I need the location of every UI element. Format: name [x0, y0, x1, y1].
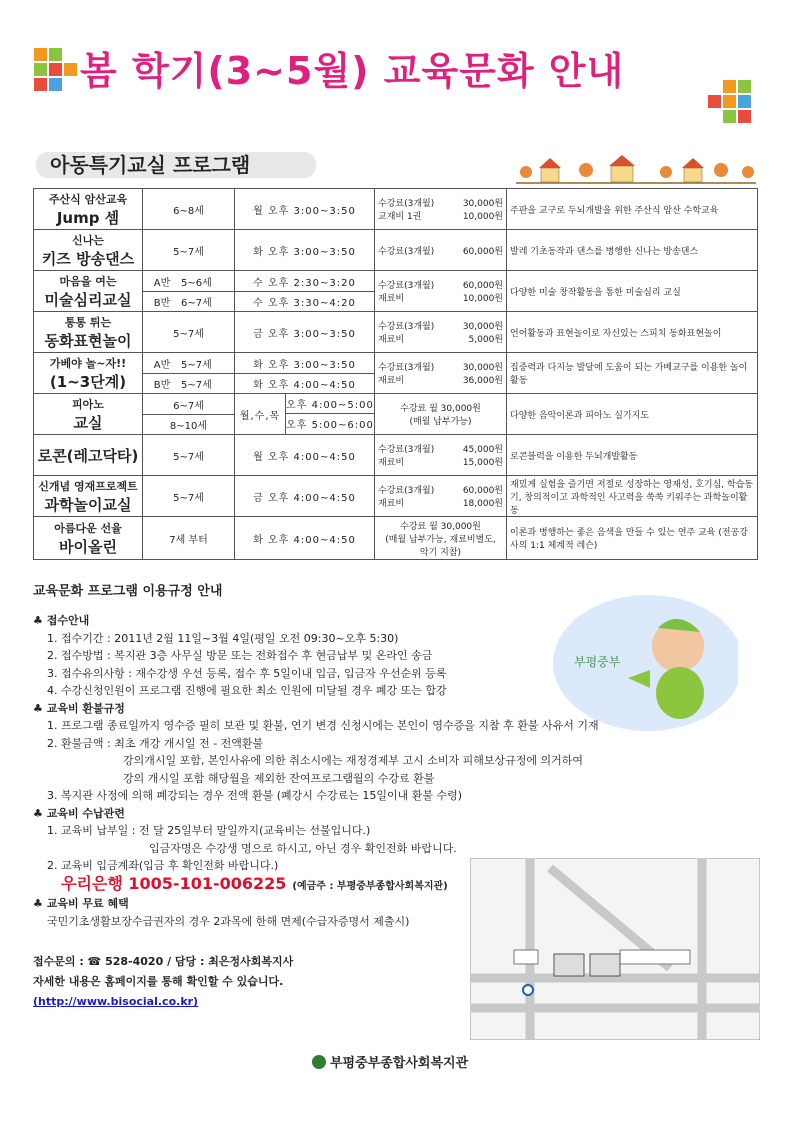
program-age: A반 5~7세 B반 5~7세: [143, 353, 235, 394]
homepage-link[interactable]: (http://www.bisocial.co.kr): [33, 995, 199, 1008]
program-age: 5~7세: [143, 230, 235, 271]
program-time: 화 오후 3:00~3:50: [235, 230, 375, 271]
program-time: 화 오후 3:00~3:50 화 오후 4:00~4:50: [235, 353, 375, 394]
program-fee: 수강료 월 30,000원 (매월 납부가능, 재료비별도, 악기 지참): [375, 517, 507, 560]
rule-heading: ♣ 교육비 무료 혜택: [33, 897, 129, 910]
program-time: 월,수,목 오후 4:00~5:00 오후 5:00~6:00: [235, 394, 375, 435]
contact-phone: 접수문의 : ☎ 528-4020 / 담당 : 최은정사회복지사: [33, 955, 294, 968]
rule-line: 강의 개시일 포함 해당월을 제외한 잔여프로그램월의 수강료 환불: [123, 771, 435, 785]
program-age: 5~7세: [143, 312, 235, 353]
program-time: 금 오후 3:00~3:50: [235, 312, 375, 353]
program-time: 수 오후 2:30~3:20 수 오후 3:30~4:20: [235, 271, 375, 312]
program-description: 집중력과 다지능 발달에 도움이 되는 가베교구를 이용한 놀이활동: [507, 353, 758, 394]
program-name: 아름다운 선율 바이올린: [34, 517, 143, 560]
program-description: 재밌게 실험을 즐기면 저절로 성장하는 영재성, 호기심, 학습동기, 창의적이고 과학적인 사고력을 쑥쑥 키워주는 과학놀이활동: [507, 476, 758, 517]
program-age: 5~7세: [143, 476, 235, 517]
rule-line: 3. 복지관 사정에 의해 폐강되는 경우 전액 환불 (폐강시 수강료는 15일이내 환불 수령): [47, 789, 463, 802]
rule-line: 3. 접수유의사항 : 재수강생 우선 등록, 접수 후 5일이내 입금, 입금자 우선순위 등록: [47, 666, 447, 680]
program-description: 이론과 병행하는 좋은 음색을 만들 수 있는 연주 교육 (전공강사의 1:1 체계적 레슨): [507, 517, 758, 560]
rule-line: 국민기초생활보장수급권자의 경우 2과목에 한해 면제(수급자증명서 제출시): [47, 914, 410, 928]
program-row: [34, 312, 758, 353]
program-age: 6~7세 8~10세: [143, 394, 235, 435]
program-fee: 수강료(3개월) 60,000원 재료비 10,000원: [375, 271, 507, 312]
program-name: 주산식 암산교육 Jump 셈: [34, 189, 143, 230]
rule-line: 1. 프로그램 종료일까지 영수증 필히 보관 및 환불, 연기 변경 신청시에는 본인이 영수증을 지참 후 환불 사유서 기재: [47, 719, 599, 732]
program-description: 로콘블럭을 이용한 두뇌개발활동: [507, 435, 758, 476]
rule-heading: ♣ 접수안내: [33, 614, 90, 627]
program-name: 가베야 놀~자!! (1~3단계): [34, 353, 143, 394]
program-row: [34, 353, 758, 394]
rule-line: 1. 교육비 납부일 : 전 달 25일부터 말일까지(교육비는 선불입니다.): [47, 824, 371, 837]
program-time: 화 오후 4:00~4:50: [235, 517, 375, 560]
contact-block: [33, 952, 293, 1012]
rule-line: 2. 교육비 입금계좌(입금 후 확인전화 바랍니다.): [47, 859, 279, 872]
program-age: 7세 부터: [143, 517, 235, 560]
rule-heading: ♣ 교육비 수납관련: [33, 806, 125, 820]
program-fee: 수강료(3개월) 30,000원 재료비 36,000원: [375, 353, 507, 394]
program-row: [34, 394, 758, 435]
rule-line: 강의개시일 포함, 본인사유에 의한 취소시에는 재정경제부 고시 소비자 피해보상규정에 의거하여: [123, 754, 584, 767]
program-name: 신나는 키즈 방송댄스: [34, 230, 143, 271]
program-row: [34, 271, 758, 312]
mascot-illustration: [528, 588, 738, 738]
village-illustration: [516, 152, 756, 184]
rule-line: 2. 접수방법 : 복지관 3층 사무실 방문 또는 전화접수 후 현금납부 및 온라인 송금: [47, 649, 433, 662]
section-title: 아동특기교실 프로그램: [36, 152, 316, 178]
program-description: 다양한 미술 창작활동을 통한 미술심리 교실: [507, 271, 758, 312]
rules-title: 교육문화 프로그램 이용규정 안내: [33, 584, 223, 599]
program-fee: 수강료(3개월) 30,000원 재료비 5,000원: [375, 312, 507, 353]
decor-tiles-left: [34, 48, 77, 91]
program-time: 월 오후 3:00~3:50: [235, 189, 375, 230]
contact-note: 자세한 내용은 홈페이지를 통해 확인할 수 있습니다.: [33, 975, 284, 988]
page-title: 봄 학기(3~5월) 교육문화 안내: [80, 49, 625, 93]
program-description: 다양한 음악이론과 피아노 실기지도: [507, 394, 758, 435]
program-table: [33, 188, 758, 560]
program-description: 언어활동과 표현놀이로 자신있는 스피치 동화표현놀이: [507, 312, 758, 353]
program-row: [34, 230, 758, 271]
program-fee: 수강료(3개월) 45,000원 재료비 15,000원: [375, 435, 507, 476]
bank-account: 우리은행 1005-101-006225 (예금주 : 부평중부종합사회복지관): [61, 873, 448, 893]
program-name: 통통 튀는 동화표현놀이: [34, 312, 143, 353]
program-name: 신개념 영재프로젝트 과학놀이교실: [34, 476, 143, 517]
program-row: [34, 189, 758, 230]
program-row: [34, 517, 758, 560]
program-time: 금 오후 4:00~4:50: [235, 476, 375, 517]
location-map: [470, 858, 760, 1040]
program-fee: 수강료 월 30,000원 (매월 납부가능): [375, 394, 507, 435]
footer: [312, 1052, 468, 1071]
program-row: [34, 435, 758, 476]
program-name: 피아노 교실: [34, 394, 143, 435]
program-fee: 수강료(3개월) 60,000원: [375, 230, 507, 271]
rule-line: 2. 환불금액 : 최초 개강 개시일 전 - 전액환불: [47, 736, 264, 750]
footer-name: 부평중부종합사회복지관: [330, 1056, 469, 1071]
rule-line: 4. 수강신청인원이 프로그램 진행에 필요한 최소 인원에 미달될 경우 폐강 또는 합강: [47, 684, 447, 697]
program-age: 5~7세: [143, 435, 235, 476]
program-description: 주판을 교구로 두뇌개발을 위한 주산식 암산 수학교육: [507, 189, 758, 230]
program-fee: 수강료(3개월) 30,000원 교재비 1권 10,000원: [375, 189, 507, 230]
program-age: 6~8세: [143, 189, 235, 230]
program-description: 발레 기초동작과 댄스를 병행한 신나는 방송댄스: [507, 230, 758, 271]
program-age: A반 5~6세 B반 6~7세: [143, 271, 235, 312]
program-name: 마음을 여는 미술심리교실: [34, 271, 143, 312]
program-time: 월 오후 4:00~4:50: [235, 435, 375, 476]
rule-heading: ♣ 교육비 환불규정: [33, 701, 125, 715]
rule-line: 입금자명은 수강생 명으로 하시고, 아닌 경우 확인전화 바랍니다.: [149, 841, 457, 855]
rule-line: 1. 접수기간 : 2011년 2월 11일~3월 4일(평일 오전 09:30~오후 5:30): [47, 631, 399, 645]
organization-logo-icon: [312, 1055, 326, 1069]
program-fee: 수강료(3개월) 60,000원 재료비 18,000원: [375, 476, 507, 517]
program-row: [34, 476, 758, 517]
program-name: 로콘(레고닥타): [34, 435, 143, 476]
mascot-text: 부평중부: [574, 655, 621, 669]
